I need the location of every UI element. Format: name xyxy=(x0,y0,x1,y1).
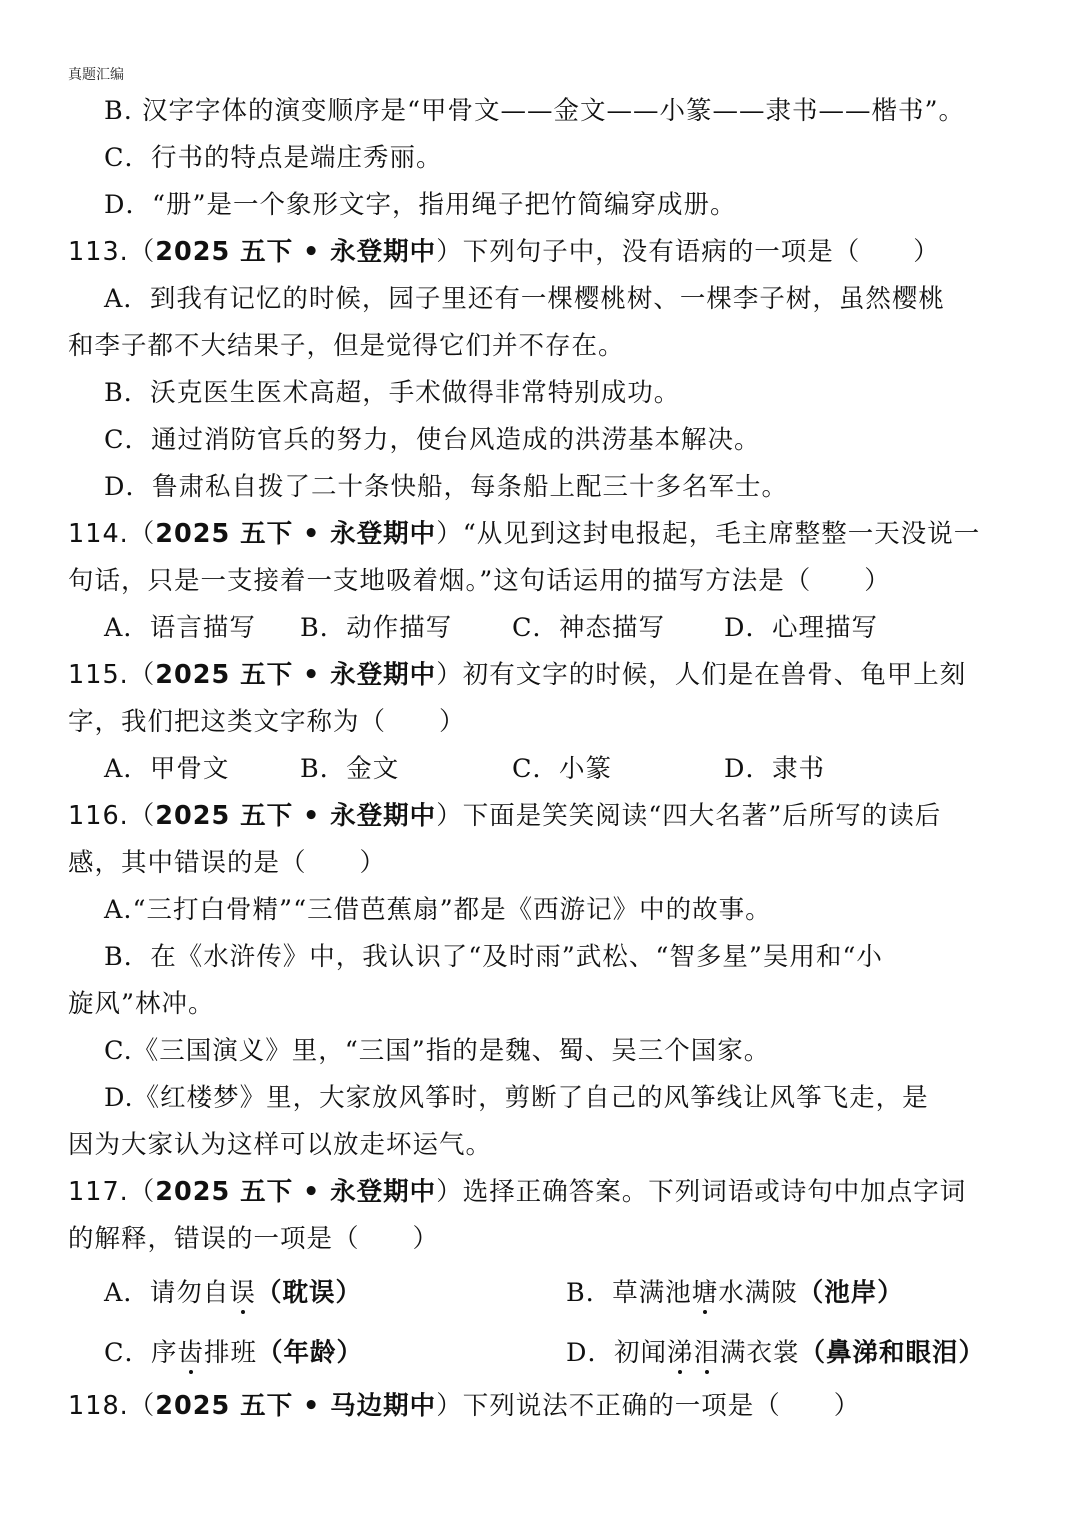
q116-option-b-line1: B．在《水浒传》中，我认识了“及时雨”武松、“智多星”吴用和“小 xyxy=(104,942,883,972)
q115-stem-line1 xyxy=(68,652,1028,699)
q117-option-d xyxy=(566,1323,1028,1383)
q115-number: 115.（ xyxy=(68,660,156,690)
q114-number: 114.（ xyxy=(68,519,156,549)
q116-option-d-line2: 因为大家认为这样可以放走坏运气。 xyxy=(68,1130,493,1160)
q115-option-d: D．隶书 xyxy=(724,754,825,784)
q114-option-d: D．心理描写 xyxy=(724,613,878,643)
q117-a-prefix: A．请勿自 xyxy=(104,1278,230,1308)
q117-b-suffix: 水满陂 xyxy=(718,1278,798,1308)
q113-stem xyxy=(68,229,1028,276)
q117-source: 2025 五下 • 永登期中 xyxy=(155,1177,437,1207)
question-page xyxy=(68,88,1028,1430)
q113-option-c: C．通过消防官兵的努力，使台风造成的洪涝基本解决。 xyxy=(104,425,761,455)
q114-source: 2025 五下 • 永登期中 xyxy=(155,519,437,549)
q113-option-b: B．沃克医生医术高超，手术做得非常特别成功。 xyxy=(104,378,681,408)
q114-stem-line1 xyxy=(68,511,1028,558)
q115-option-c: C．小篆 xyxy=(512,754,613,784)
q117-d-meaning: （鼻涕和眼泪） xyxy=(799,1338,986,1368)
q115-option-a: A．甲骨文 xyxy=(104,754,230,784)
q117-c-suffix: 排班 xyxy=(204,1338,258,1368)
q118-stem xyxy=(68,1383,1028,1430)
q113-text: ）下列句子中，没有语病的一项是（ ） xyxy=(436,237,940,267)
q116-stem-line2: 感，其中错误的是（ ） xyxy=(68,848,387,878)
q115-stem-line2: 字，我们把这类文字称为（ ） xyxy=(68,707,466,737)
q117-stem-line2: 的解释，错误的一项是（ ） xyxy=(68,1224,440,1254)
q116-source: 2025 五下 • 永登期中 xyxy=(155,801,437,831)
q117-b-meaning: （池岸） xyxy=(797,1278,904,1308)
q116-option-a: A.“三打白骨精”“三借芭蕉扇”都是《西游记》中的故事。 xyxy=(104,895,772,925)
q117-a-dotted-char: 误 xyxy=(229,1278,256,1308)
q117-b-prefix: B．草满池 xyxy=(566,1278,692,1308)
q116-option-b-line2: 旋风”林冲。 xyxy=(68,989,215,1019)
q114-stem-line2: 句话，只是一支接着一支地吸着烟。”这句话运用的描写方法是（ ） xyxy=(68,566,891,596)
q117-option-c xyxy=(104,1323,566,1383)
q117-b-dotted-char: 塘 xyxy=(691,1278,719,1308)
q114-text: ）“从见到这封电报起，毛主席整整一天没说一 xyxy=(436,519,981,549)
q116-text: ）下面是笑笑阅读“四大名著”后所写的读后 xyxy=(436,801,942,831)
q117-d-dotted-char-1: 涕 xyxy=(666,1338,694,1368)
q117-text: ）选择正确答案。下列词语或诗句中加点字词 xyxy=(436,1177,967,1207)
q115-options xyxy=(68,746,1028,793)
q118-text: ）下列说法不正确的一项是（ ） xyxy=(436,1391,861,1421)
q116-number: 116.（ xyxy=(68,801,156,831)
q112-option-c: C．行书的特点是端庄秀丽。 xyxy=(104,143,443,173)
q113-number: 113.（ xyxy=(68,237,156,267)
q117-c-meaning: （年龄） xyxy=(257,1338,364,1368)
q115-source: 2025 五下 • 永登期中 xyxy=(155,660,437,690)
q112-option-b: B. 汉字字体的演变顺序是“甲骨文——金文——小篆——隶书——楷书”。 xyxy=(104,96,966,126)
q112-option-d: D．“册”是一个象形文字，指用绳子把竹简编穿成册。 xyxy=(104,190,737,220)
q118-source: 2025 五下 • 马边期中 xyxy=(155,1391,437,1421)
q113-source: 2025 五下 • 永登期中 xyxy=(155,237,437,267)
q114-option-b: B．动作描写 xyxy=(300,613,453,643)
q116-stem-line1 xyxy=(68,793,1028,840)
q113-option-a-line2: 和李子都不大结果子，但是觉得它们并不存在。 xyxy=(68,331,625,361)
q117-c-prefix: C．序 xyxy=(104,1338,178,1368)
q117-c-dotted-char: 齿 xyxy=(177,1338,205,1368)
q116-option-d-line1: D.《红楼梦》里，大家放风筝时，剪断了自己的风筝线让风筝飞走，是 xyxy=(104,1083,929,1113)
q117-a-meaning: （耽误） xyxy=(255,1278,362,1308)
q116-option-c: C.《三国演义》里，“三国”指的是魏、蜀、吴三个国家。 xyxy=(104,1036,771,1066)
header-label: 真题汇编 xyxy=(68,67,124,83)
q114-option-c: C．神态描写 xyxy=(512,613,666,643)
q118-number: 118.（ xyxy=(68,1391,156,1421)
q117-option-b xyxy=(566,1263,1028,1323)
q113-option-a-line1: A．到我有记忆的时候，园子里还有一棵樱桃树、一棵李子树，虽然樱桃 xyxy=(104,284,945,314)
q113-option-d: D．鲁肃私自拨了二十条快船，每条船上配三十多名军士。 xyxy=(104,472,788,502)
q117-d-prefix: D．初闻 xyxy=(566,1338,667,1368)
q117-options-row2 xyxy=(68,1323,1028,1383)
q117-option-a xyxy=(104,1263,566,1323)
q117-d-suffix: 满衣裳 xyxy=(719,1338,800,1368)
q117-options-row1 xyxy=(68,1263,1028,1323)
q117-d-dotted-char-2: 泪 xyxy=(693,1338,720,1368)
q114-option-a: A．语言描写 xyxy=(104,613,256,643)
q114-options xyxy=(68,605,1028,652)
q115-text: ）初有文字的时候，人们是在兽骨、龟甲上刻 xyxy=(436,660,967,690)
q117-stem-line1 xyxy=(68,1169,1028,1216)
q115-option-b: B．金文 xyxy=(300,754,400,784)
q117-number: 117.（ xyxy=(68,1177,156,1207)
